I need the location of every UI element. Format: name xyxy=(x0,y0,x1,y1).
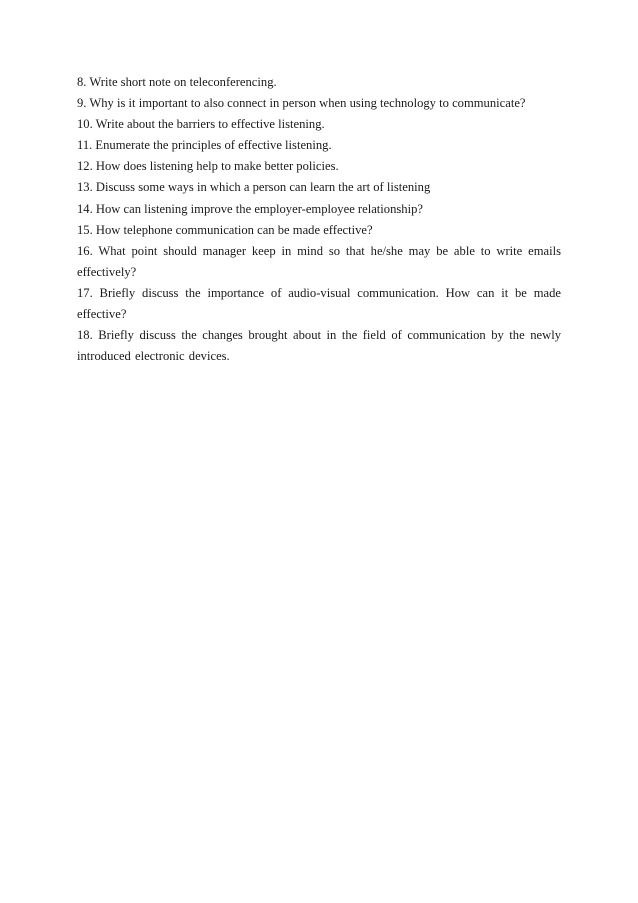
question-8: 8. Write short note on teleconferencing. xyxy=(77,75,277,89)
question-17: 17. Briefly discuss the importance of audio-visual communication. How can it be made effective? xyxy=(77,285,561,322)
question-15: 15. How telephone communication can be made effective? xyxy=(77,222,373,237)
question-16: 16. What point should manager keep in mind so that he/she may be able to write emails effectively? xyxy=(77,243,561,279)
question-10: 10. Write about the barriers to effective listening. xyxy=(77,117,325,132)
question-18: 18. Briefly discuss the changes brought about in the field of communication by the newly introduced electronic devices. xyxy=(77,328,561,364)
question-list xyxy=(77,72,561,367)
question-13: 13. Discuss some ways in which a person can learn the art of listening xyxy=(77,180,431,195)
question-11: 11. Enumerate the principles of effective listening. xyxy=(77,138,332,153)
question-9: 9. Why is it important to also connect in person when using technology to communicate? xyxy=(77,96,526,111)
question-14: 14. How can listening improve the employer-employee relationship? xyxy=(77,201,423,216)
question-12: 12. How does listening help to make better policies. xyxy=(77,159,339,174)
